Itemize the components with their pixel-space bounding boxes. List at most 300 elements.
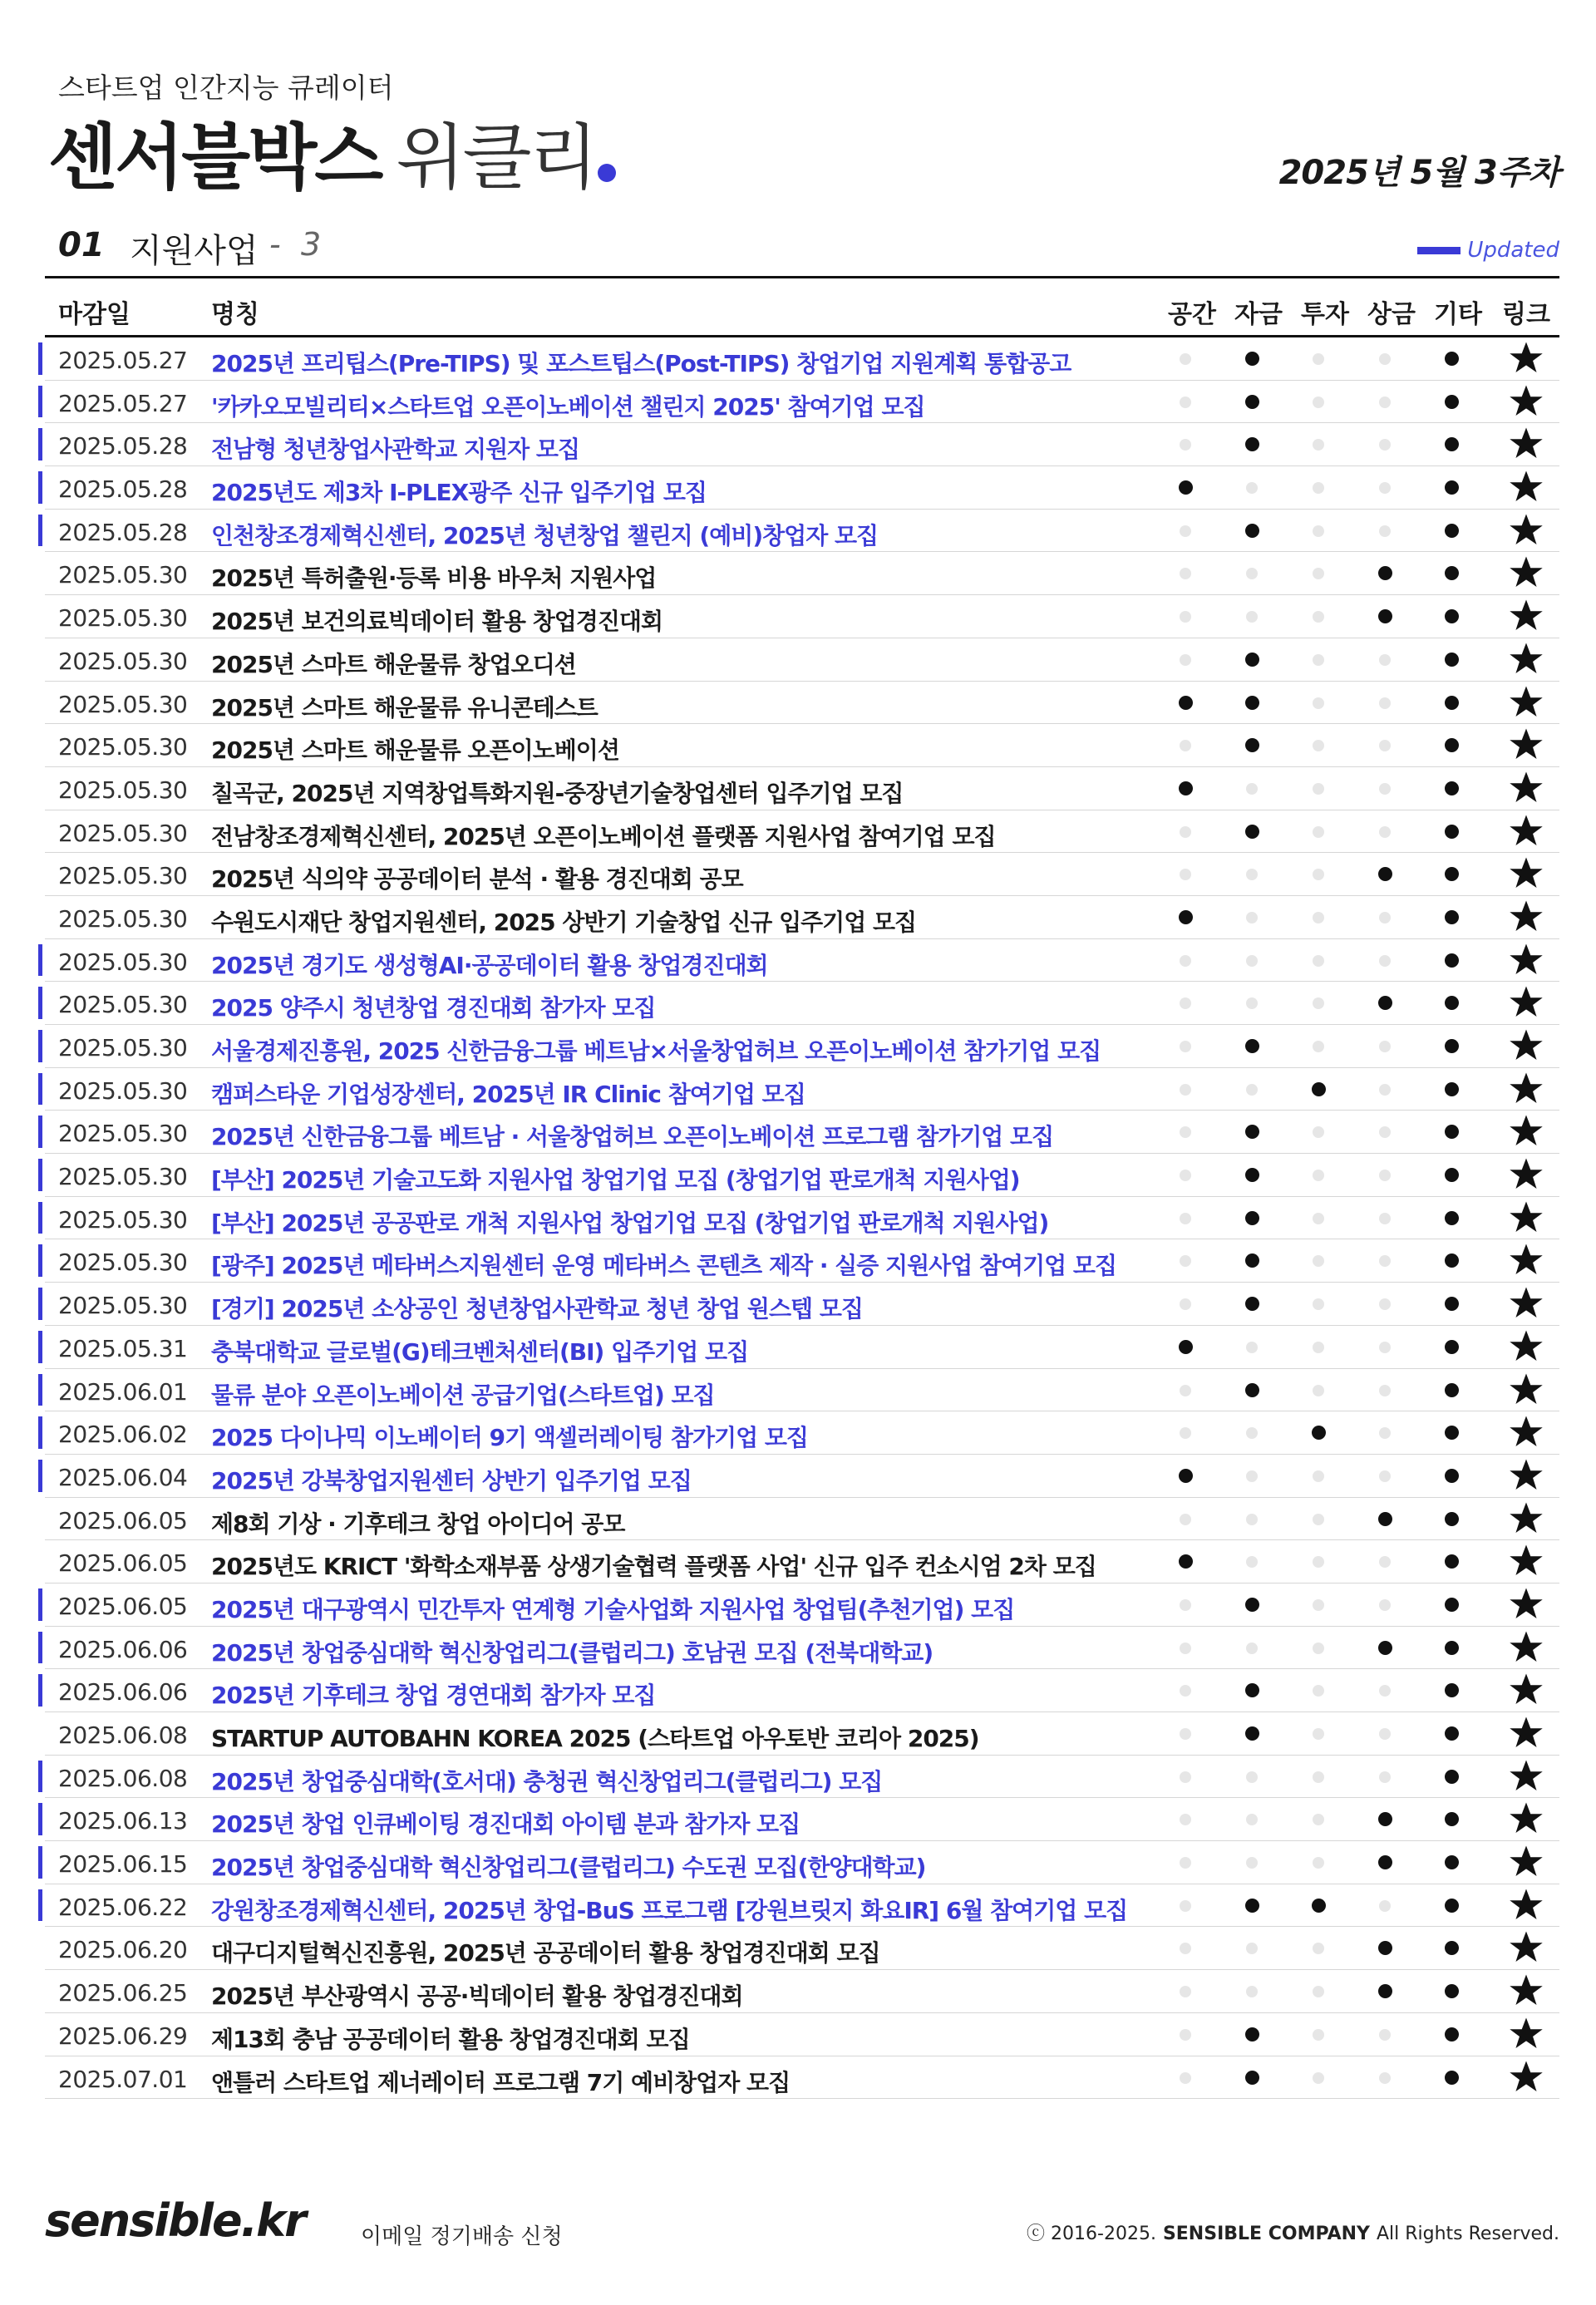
space-inactive-dot-icon bbox=[1180, 1771, 1191, 1783]
etc-active-dot-icon bbox=[1445, 738, 1459, 752]
invest-inactive-dot-icon bbox=[1313, 1170, 1324, 1181]
invest-inactive-dot-icon bbox=[1313, 740, 1324, 751]
etc-active-dot-icon bbox=[1445, 910, 1459, 924]
fund-active-dot-icon bbox=[1245, 1039, 1259, 1053]
table-row bbox=[45, 2013, 1559, 2056]
prize-active-dot-icon bbox=[1378, 1641, 1392, 1655]
col-prize: 상금 bbox=[1367, 300, 1416, 329]
row-deadline: 2025.06.29 bbox=[58, 2022, 188, 2050]
prize-active-dot-icon bbox=[1378, 1512, 1392, 1526]
prize-active-dot-icon bbox=[1378, 996, 1392, 1010]
table-row bbox=[45, 853, 1559, 896]
table-row bbox=[45, 982, 1559, 1025]
fund-active-dot-icon bbox=[1245, 1211, 1259, 1225]
row-program-name[interactable]: 2025년도 제3차 I-PLEX광주 신규 입주기업 모집 bbox=[211, 479, 707, 507]
prize-inactive-dot-icon bbox=[1379, 2029, 1391, 2041]
link-star-icon[interactable] bbox=[1503, 1628, 1549, 1668]
invest-inactive-dot-icon bbox=[1313, 997, 1324, 1009]
etc-active-dot-icon bbox=[1445, 609, 1459, 623]
table-row bbox=[45, 1540, 1559, 1583]
row-deadline: 2025.05.30 bbox=[58, 776, 188, 804]
link-star-icon[interactable] bbox=[1503, 597, 1549, 637]
invest-inactive-dot-icon bbox=[1313, 1213, 1324, 1224]
row-deadline: 2025.05.30 bbox=[58, 1205, 188, 1234]
row-program-name[interactable]: [부산] 2025년 기술고도화 지원사업 창업기업 모집 (창업기업 판로개척 지원사업) bbox=[211, 1166, 1020, 1194]
link-star-icon[interactable] bbox=[1503, 1456, 1549, 1496]
fund-inactive-dot-icon bbox=[1246, 1514, 1258, 1525]
table-row bbox=[45, 896, 1559, 939]
etc-active-dot-icon bbox=[1445, 1598, 1459, 1612]
row-deadline: 2025.05.30 bbox=[58, 991, 188, 1019]
fund-active-dot-icon bbox=[1245, 738, 1259, 752]
prize-inactive-dot-icon bbox=[1379, 482, 1391, 494]
invest-inactive-dot-icon bbox=[1313, 1685, 1324, 1697]
space-inactive-dot-icon bbox=[1180, 1385, 1191, 1396]
brand-title bbox=[48, 115, 616, 201]
row-program-name[interactable]: 2025년 프리팁스(Pre-TIPS) 및 포스트팁스(Post-TIPS) 창업기업 지원계획 통합공고 bbox=[211, 350, 1071, 377]
row-deadline: 2025.05.30 bbox=[58, 733, 188, 761]
invest-inactive-dot-icon bbox=[1313, 1643, 1324, 1654]
invest-inactive-dot-icon bbox=[1313, 869, 1324, 880]
col-deadline: 마감일 bbox=[58, 300, 131, 329]
link-star-icon[interactable] bbox=[1503, 339, 1549, 379]
space-active-dot-icon bbox=[1179, 1554, 1193, 1569]
etc-active-dot-icon bbox=[1445, 1641, 1459, 1655]
link-star-icon[interactable] bbox=[1503, 1371, 1549, 1411]
table-row bbox=[45, 682, 1559, 725]
fund-active-dot-icon bbox=[1245, 1125, 1259, 1139]
table-row bbox=[45, 510, 1559, 553]
prize-inactive-dot-icon bbox=[1379, 1427, 1391, 1439]
table-row bbox=[45, 466, 1559, 510]
row-program-name[interactable]: 제8회 기상 · 기후테크 창업 아이디어 공모 bbox=[211, 1510, 625, 1538]
footer-logo[interactable]: sensible.kr bbox=[45, 2194, 305, 2247]
etc-active-dot-icon bbox=[1445, 1726, 1459, 1741]
row-deadline: 2025.06.06 bbox=[58, 1678, 188, 1707]
row-deadline: 2025.05.30 bbox=[58, 1249, 188, 1277]
row-deadline: 2025.06.02 bbox=[58, 1421, 188, 1449]
invest-inactive-dot-icon bbox=[1313, 697, 1324, 709]
invest-inactive-dot-icon bbox=[1313, 912, 1324, 923]
prize-inactive-dot-icon bbox=[1379, 1126, 1391, 1138]
row-deadline: 2025.05.28 bbox=[58, 518, 188, 546]
prize-inactive-dot-icon bbox=[1379, 1470, 1391, 1482]
row-program-name[interactable]: 서울경제진흥원, 2025 신한금융그룹 베트남×서울창업허브 오픈이노베이션 참가기업 모집 bbox=[211, 1037, 1101, 1065]
brand-dot-icon bbox=[598, 164, 616, 182]
etc-active-dot-icon bbox=[1445, 696, 1459, 710]
row-program-name[interactable]: 2025년 특허출원·등록 비용 바우처 지원사업 bbox=[211, 564, 657, 593]
invest-inactive-dot-icon bbox=[1313, 1514, 1324, 1525]
link-star-icon[interactable] bbox=[1503, 640, 1549, 680]
row-program-name[interactable]: 2025년 창업중심대학(호서대) 충청권 혁신창업리그(클럽리그) 모집 bbox=[211, 1767, 883, 1795]
link-star-icon[interactable] bbox=[1503, 1542, 1549, 1582]
fund-active-dot-icon bbox=[1245, 352, 1259, 366]
invest-inactive-dot-icon bbox=[1313, 1342, 1324, 1353]
etc-active-dot-icon bbox=[1445, 1082, 1459, 1096]
row-deadline: 2025.05.28 bbox=[58, 432, 188, 461]
etc-active-dot-icon bbox=[1445, 1812, 1459, 1826]
link-star-icon[interactable] bbox=[1503, 1027, 1549, 1066]
fund-active-dot-icon bbox=[1245, 696, 1259, 710]
table-row bbox=[45, 767, 1559, 810]
fund-active-dot-icon bbox=[1245, 437, 1259, 451]
link-star-icon[interactable] bbox=[1503, 1112, 1549, 1152]
invest-inactive-dot-icon bbox=[1313, 396, 1324, 408]
table-row bbox=[45, 1884, 1559, 1928]
invest-inactive-dot-icon bbox=[1313, 1255, 1324, 1267]
space-inactive-dot-icon bbox=[1180, 955, 1191, 967]
etc-active-dot-icon bbox=[1445, 524, 1459, 538]
link-star-icon[interactable] bbox=[1503, 1585, 1549, 1625]
etc-active-dot-icon bbox=[1445, 1855, 1459, 1869]
prize-inactive-dot-icon bbox=[1379, 912, 1391, 923]
row-program-name[interactable]: 2025년도 KRICT '화학소재부품 상생기술협력 플랫폼 사업' 신규 입주 컨소시엄 2차 모집 bbox=[211, 1553, 1096, 1581]
table-row bbox=[45, 595, 1559, 638]
invest-inactive-dot-icon bbox=[1313, 1470, 1324, 1482]
invest-inactive-dot-icon bbox=[1313, 482, 1324, 494]
prize-inactive-dot-icon bbox=[1379, 353, 1391, 365]
prize-active-dot-icon bbox=[1378, 566, 1392, 580]
row-deadline: 2025.05.28 bbox=[58, 475, 188, 504]
link-star-icon[interactable] bbox=[1503, 1843, 1549, 1883]
link-star-icon[interactable] bbox=[1503, 683, 1549, 723]
col-invest: 투자 bbox=[1301, 300, 1349, 329]
etc-active-dot-icon bbox=[1445, 653, 1459, 667]
copyright-prefix: ⓒ 2016-2025. bbox=[1027, 2224, 1156, 2244]
row-program-name[interactable]: 강원창조경제혁신센터, 2025년 창업-BuS 프로그램 [강원브릿지 화요IR] 6월 참여기업 모집 bbox=[211, 1896, 1128, 1924]
copyright bbox=[1027, 2219, 1559, 2245]
link-star-icon[interactable] bbox=[1503, 1155, 1549, 1195]
link-star-icon[interactable] bbox=[1503, 1671, 1549, 1711]
table-row bbox=[45, 1197, 1559, 1240]
table-row bbox=[45, 1068, 1559, 1111]
space-active-dot-icon bbox=[1179, 1340, 1193, 1354]
table-row bbox=[45, 1239, 1559, 1283]
table-body bbox=[45, 337, 1559, 2099]
fund-inactive-dot-icon bbox=[1246, 1857, 1258, 1869]
updated-bar-icon bbox=[1417, 247, 1461, 254]
invest-inactive-dot-icon bbox=[1313, 353, 1324, 365]
company-name: SENSIBLE COMPANY bbox=[1162, 2224, 1370, 2244]
fund-inactive-dot-icon bbox=[1246, 1771, 1258, 1783]
row-program-name[interactable]: 2025년 스마트 해운물류 오픈이노베이션 bbox=[211, 736, 619, 765]
invest-inactive-dot-icon bbox=[1313, 2029, 1324, 2041]
table-row bbox=[45, 1411, 1559, 1455]
updated-legend bbox=[1417, 238, 1559, 263]
row-program-name[interactable]: 2025년 대구광역시 민간투자 연계형 기술사업화 지원사업 창업팀(추천기업) 모집 bbox=[211, 1595, 1015, 1623]
row-deadline: 2025.05.27 bbox=[58, 389, 188, 417]
table-row bbox=[45, 1111, 1559, 1154]
fund-active-dot-icon bbox=[1245, 1383, 1259, 1397]
row-deadline: 2025.06.15 bbox=[58, 1850, 188, 1879]
link-star-icon[interactable] bbox=[1503, 1327, 1549, 1367]
col-fund: 자금 bbox=[1234, 300, 1283, 329]
brand-light: 위클리 bbox=[396, 116, 596, 199]
link-star-icon[interactable] bbox=[1503, 1714, 1549, 1754]
prize-active-dot-icon bbox=[1378, 1941, 1392, 1955]
col-space: 공간 bbox=[1168, 300, 1216, 329]
etc-active-dot-icon bbox=[1445, 2071, 1459, 2085]
prize-active-dot-icon bbox=[1378, 1812, 1392, 1826]
prize-inactive-dot-icon bbox=[1379, 826, 1391, 838]
fund-active-dot-icon bbox=[1245, 524, 1259, 538]
invest-inactive-dot-icon bbox=[1313, 783, 1324, 795]
fund-inactive-dot-icon bbox=[1246, 1814, 1258, 1825]
link-star-icon[interactable] bbox=[1503, 511, 1549, 551]
table-row bbox=[45, 1455, 1559, 1498]
prize-inactive-dot-icon bbox=[1379, 1685, 1391, 1697]
etc-active-dot-icon bbox=[1445, 1297, 1459, 1311]
row-program-name[interactable]: [경기] 2025년 소상공인 청년창업사관학교 청년 창업 원스텝 모집 bbox=[211, 1295, 863, 1323]
link-star-icon[interactable] bbox=[1503, 425, 1549, 465]
invest-inactive-dot-icon bbox=[1313, 1041, 1324, 1052]
etc-active-dot-icon bbox=[1445, 996, 1459, 1010]
table-row bbox=[45, 2056, 1559, 2100]
prize-inactive-dot-icon bbox=[1379, 1599, 1391, 1611]
prize-inactive-dot-icon bbox=[1379, 955, 1391, 967]
section-heading bbox=[58, 224, 1559, 271]
invest-inactive-dot-icon bbox=[1313, 1857, 1324, 1869]
link-star-icon[interactable] bbox=[1503, 1199, 1549, 1239]
link-star-icon[interactable] bbox=[1503, 1757, 1549, 1797]
invest-inactive-dot-icon bbox=[1313, 826, 1324, 838]
row-program-name[interactable]: 캠퍼스타운 기업성장센터, 2025년 IR Clinic 참여기업 모집 bbox=[211, 1080, 805, 1108]
row-program-name[interactable]: 2025년 창업중심대학 혁신창업리그(클럽리그) 호남권 모집 (전북대학교) bbox=[211, 1638, 933, 1667]
table-row bbox=[45, 1326, 1559, 1369]
fund-active-dot-icon bbox=[1245, 1253, 1259, 1268]
etc-active-dot-icon bbox=[1445, 825, 1459, 839]
prize-inactive-dot-icon bbox=[1379, 396, 1391, 408]
link-star-icon[interactable] bbox=[1503, 941, 1549, 981]
fund-inactive-dot-icon bbox=[1246, 955, 1258, 967]
table-row bbox=[45, 1712, 1559, 1756]
row-deadline: 2025.06.04 bbox=[58, 1463, 188, 1491]
link-star-icon[interactable] bbox=[1503, 468, 1549, 508]
row-program-name[interactable]: 2025년 창업중심대학 혁신창업리그(클럽리그) 수도권 모집(한양대학교) bbox=[211, 1854, 926, 1882]
row-deadline: 2025.06.22 bbox=[58, 1893, 188, 1921]
link-star-icon[interactable] bbox=[1503, 812, 1549, 852]
invest-inactive-dot-icon bbox=[1313, 1943, 1324, 1954]
etc-active-dot-icon bbox=[1445, 395, 1459, 409]
invest-inactive-dot-icon bbox=[1313, 2072, 1324, 2084]
link-star-icon[interactable] bbox=[1503, 1800, 1549, 1840]
invest-inactive-dot-icon bbox=[1313, 439, 1324, 451]
fund-active-dot-icon bbox=[1245, 1899, 1259, 1913]
link-star-icon[interactable] bbox=[1503, 1070, 1549, 1110]
fund-inactive-dot-icon bbox=[1246, 1643, 1258, 1654]
invest-inactive-dot-icon bbox=[1313, 1298, 1324, 1310]
space-active-dot-icon bbox=[1179, 910, 1193, 924]
link-star-icon[interactable] bbox=[1503, 1284, 1549, 1324]
row-deadline: 2025.06.01 bbox=[58, 1377, 188, 1406]
link-star-icon[interactable] bbox=[1503, 1886, 1549, 1926]
fund-inactive-dot-icon bbox=[1246, 1470, 1258, 1482]
subtitle: 스타트업 인간지능 큐레이터 bbox=[58, 71, 394, 104]
row-deadline: 2025.05.30 bbox=[58, 1292, 188, 1320]
link-star-icon[interactable] bbox=[1503, 1928, 1549, 1968]
table-row bbox=[45, 1583, 1559, 1627]
link-star-icon[interactable] bbox=[1503, 898, 1549, 938]
row-program-name[interactable]: 2025년 스마트 해운물류 창업오디션 bbox=[211, 650, 576, 678]
row-program-name[interactable]: [광주] 2025년 메타버스지원센터 운영 메타버스 콘텐츠 제작 · 실증 지원사업 참여기업 모집 bbox=[211, 1252, 1117, 1280]
row-program-name[interactable]: 대구디지털혁신진흥원, 2025년 공공데이터 활용 창업경진대회 모집 bbox=[211, 1939, 880, 1968]
table-row bbox=[45, 381, 1559, 424]
prize-inactive-dot-icon bbox=[1379, 654, 1391, 666]
space-active-dot-icon bbox=[1179, 696, 1193, 710]
table-row bbox=[45, 1025, 1559, 1068]
row-program-name[interactable]: 전남창조경제혁신센터, 2025년 오픈이노베이션 플랫폼 지원사업 참여기업 모집 bbox=[211, 822, 996, 850]
link-star-icon[interactable] bbox=[1503, 855, 1549, 894]
etc-active-dot-icon bbox=[1445, 1899, 1459, 1913]
table-row bbox=[45, 337, 1559, 381]
space-inactive-dot-icon bbox=[1180, 1857, 1191, 1869]
row-program-name[interactable]: 물류 분야 오픈이노베이션 공급기업(스타트업) 모집 bbox=[211, 1381, 715, 1409]
fund-active-dot-icon bbox=[1245, 1168, 1259, 1182]
prize-inactive-dot-icon bbox=[1379, 740, 1391, 751]
row-deadline: 2025.05.30 bbox=[58, 1034, 188, 1061]
link-star-icon[interactable] bbox=[1503, 726, 1549, 766]
row-deadline: 2025.05.31 bbox=[58, 1334, 188, 1362]
space-inactive-dot-icon bbox=[1180, 1170, 1191, 1181]
space-active-dot-icon bbox=[1179, 781, 1193, 795]
invest-active-dot-icon bbox=[1312, 1426, 1326, 1440]
link-star-icon[interactable] bbox=[1503, 1241, 1549, 1281]
fund-active-dot-icon bbox=[1245, 2027, 1259, 2042]
invest-inactive-dot-icon bbox=[1313, 654, 1324, 666]
row-program-name[interactable]: 2025년 부산광역시 공공·빅데이터 활용 창업경진대회 bbox=[211, 1982, 743, 2011]
row-program-name[interactable]: 2025년 식의약 공공데이터 분석 · 활용 경진대회 공모 bbox=[211, 865, 743, 894]
prize-inactive-dot-icon bbox=[1379, 1298, 1391, 1310]
etc-active-dot-icon bbox=[1445, 1512, 1459, 1526]
link-star-icon[interactable] bbox=[1503, 382, 1549, 422]
link-star-icon[interactable] bbox=[1503, 1972, 1549, 2012]
prize-inactive-dot-icon bbox=[1379, 1213, 1391, 1224]
row-deadline: 2025.06.05 bbox=[58, 1592, 188, 1620]
etc-active-dot-icon bbox=[1445, 1253, 1459, 1268]
prize-active-dot-icon bbox=[1378, 867, 1392, 881]
row-program-name[interactable]: 2025년 창업 인큐베이팅 경진대회 아이템 분과 참가자 모집 bbox=[211, 1810, 800, 1839]
row-program-name[interactable]: 2025 다이나믹 이노베이터 9기 액셀러레이팅 참가기업 모집 bbox=[211, 1424, 808, 1452]
space-inactive-dot-icon bbox=[1180, 1514, 1191, 1525]
row-deadline: 2025.06.05 bbox=[58, 1506, 188, 1534]
subscribe-link[interactable]: 이메일 정기배송 신청 bbox=[361, 2224, 563, 2249]
invest-inactive-dot-icon bbox=[1313, 1556, 1324, 1568]
row-deadline: 2025.05.27 bbox=[58, 347, 188, 374]
program-table bbox=[45, 276, 1559, 2099]
link-star-icon[interactable] bbox=[1503, 983, 1549, 1023]
link-star-icon[interactable] bbox=[1503, 554, 1549, 593]
row-program-name[interactable]: 인천창조경제혁신센터, 2025년 청년창업 챌린지 (예비)창업자 모집 bbox=[211, 521, 879, 549]
table-row bbox=[45, 810, 1559, 854]
fund-active-dot-icon bbox=[1245, 2071, 1259, 2085]
etc-active-dot-icon bbox=[1445, 1554, 1459, 1569]
space-inactive-dot-icon bbox=[1180, 1084, 1191, 1096]
invest-inactive-dot-icon bbox=[1313, 1986, 1324, 1997]
space-inactive-dot-icon bbox=[1180, 654, 1191, 666]
table-row bbox=[45, 552, 1559, 595]
row-deadline: 2025.06.08 bbox=[58, 1721, 188, 1749]
prize-inactive-dot-icon bbox=[1379, 1342, 1391, 1353]
row-program-name[interactable]: 2025년 경기도 생성형AI·공공데이터 활용 창업경진대회 bbox=[211, 951, 768, 979]
header bbox=[45, 62, 1559, 199]
etc-active-dot-icon bbox=[1445, 2027, 1459, 2042]
row-deadline: 2025.05.30 bbox=[58, 647, 188, 675]
row-program-name[interactable]: 전남형 청년창업사관학교 지원자 모집 bbox=[211, 436, 580, 464]
row-program-name[interactable]: 제13회 충남 공공데이터 활용 창업경진대회 모집 bbox=[211, 2025, 690, 2053]
fund-inactive-dot-icon bbox=[1246, 1943, 1258, 1954]
link-star-icon[interactable] bbox=[1503, 769, 1549, 809]
row-program-name[interactable]: [부산] 2025년 공공판로 개척 지원사업 창업기업 모집 (창업기업 판로개척 지원사업) bbox=[211, 1209, 1049, 1237]
link-star-icon[interactable] bbox=[1503, 2058, 1549, 2098]
row-program-name[interactable]: 2025년 보건의료빅데이터 활용 창업경진대회 bbox=[211, 608, 663, 636]
prize-active-dot-icon bbox=[1378, 609, 1392, 623]
prize-inactive-dot-icon bbox=[1379, 525, 1391, 537]
etc-active-dot-icon bbox=[1445, 1770, 1459, 1784]
table-row bbox=[45, 939, 1559, 983]
prize-inactive-dot-icon bbox=[1379, 439, 1391, 451]
etc-active-dot-icon bbox=[1445, 1683, 1459, 1697]
row-deadline: 2025.06.25 bbox=[58, 1979, 188, 2007]
prize-active-dot-icon bbox=[1378, 1855, 1392, 1869]
invest-inactive-dot-icon bbox=[1313, 611, 1324, 623]
row-deadline: 2025.05.30 bbox=[58, 690, 188, 718]
row-program-name[interactable]: 2025년 신한금융그룹 베트남 · 서울창업허브 오픈이노베이션 프로그램 참가기업 모집 bbox=[211, 1123, 1054, 1151]
row-program-name[interactable]: 2025 양주시 청년창업 경진대회 참가자 모집 bbox=[211, 994, 656, 1022]
space-inactive-dot-icon bbox=[1180, 1728, 1191, 1740]
etc-active-dot-icon bbox=[1445, 1426, 1459, 1440]
table-row bbox=[45, 1970, 1559, 2013]
fund-inactive-dot-icon bbox=[1246, 611, 1258, 623]
fund-inactive-dot-icon bbox=[1246, 1084, 1258, 1096]
row-program-name[interactable]: 앤틀러 스타트업 제너레이터 프로그램 7기 예비창업자 모집 bbox=[211, 2068, 791, 2096]
space-inactive-dot-icon bbox=[1180, 1599, 1191, 1611]
row-program-name[interactable]: STARTUP AUTOBAHN KOREA 2025 (스타트업 아우토반 코리아 2025) bbox=[211, 1725, 979, 1752]
row-deadline: 2025.05.30 bbox=[58, 1120, 188, 1148]
row-program-name[interactable]: 2025년 기후테크 창업 경연대회 참가자 모집 bbox=[211, 1682, 656, 1710]
row-deadline: 2025.05.30 bbox=[58, 1076, 188, 1105]
prize-inactive-dot-icon bbox=[1379, 2072, 1391, 2084]
space-inactive-dot-icon bbox=[1180, 396, 1191, 408]
space-inactive-dot-icon bbox=[1180, 826, 1191, 838]
link-star-icon[interactable] bbox=[1503, 1500, 1549, 1539]
row-program-name[interactable]: 수원도시재단 창업지원센터, 2025 상반기 기술창업 신규 입주기업 모집 bbox=[211, 908, 917, 936]
row-deadline: 2025.06.06 bbox=[58, 1635, 188, 1663]
space-inactive-dot-icon bbox=[1180, 1643, 1191, 1654]
col-link: 링크 bbox=[1502, 300, 1550, 329]
etc-active-dot-icon bbox=[1445, 867, 1459, 881]
week-label: 2025년 5월 3주차 bbox=[1278, 154, 1559, 192]
row-program-name[interactable]: 2025년 스마트 해운물류 유니콘테스트 bbox=[211, 693, 598, 722]
table-row bbox=[45, 1154, 1559, 1197]
prize-inactive-dot-icon bbox=[1379, 1084, 1391, 1096]
etc-active-dot-icon bbox=[1445, 1469, 1459, 1483]
row-program-name[interactable]: '카카오모빌리티×스타트업 오픈이노베이션 챌린지 2025' 참여기업 모집 bbox=[211, 392, 925, 421]
row-program-name[interactable]: 충북대학교 글로벌(G)테크벤처센터(BI) 입주기업 모집 bbox=[211, 1337, 749, 1366]
link-star-icon[interactable] bbox=[1503, 1413, 1549, 1453]
etc-active-dot-icon bbox=[1445, 1984, 1459, 1998]
row-deadline: 2025.05.30 bbox=[58, 1163, 188, 1191]
footer bbox=[45, 2194, 1559, 2261]
row-deadline: 2025.07.01 bbox=[58, 2065, 188, 2093]
invest-inactive-dot-icon bbox=[1313, 525, 1324, 537]
row-deadline: 2025.06.13 bbox=[58, 1807, 188, 1835]
invest-active-dot-icon bbox=[1312, 1082, 1326, 1096]
row-program-name[interactable]: 칠곡군, 2025년 지역창업특화지원-중장년기술창업센터 입주기업 모집 bbox=[211, 779, 904, 807]
table-row bbox=[45, 1669, 1559, 1712]
link-star-icon[interactable] bbox=[1503, 2015, 1549, 2055]
row-program-name[interactable]: 2025년 강북창업지원센터 상반기 입주기업 모집 bbox=[211, 1466, 692, 1495]
invest-inactive-dot-icon bbox=[1313, 1771, 1324, 1783]
